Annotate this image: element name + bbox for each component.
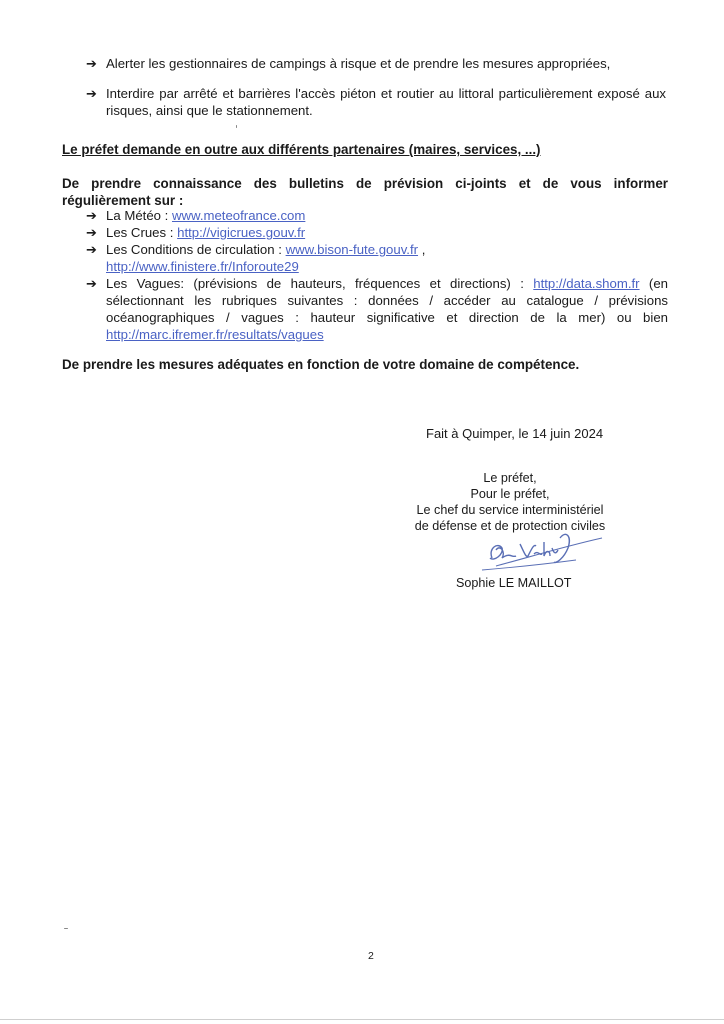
arrow-icon: ➔	[86, 86, 97, 101]
crues-label: Les Crues :	[106, 225, 178, 240]
list-item-vagues	[86, 275, 668, 343]
signature-line: Le chef du service interministériel	[416, 503, 604, 517]
inforoute-link[interactable]: http://www.finistere.fr/Inforoute29	[106, 259, 299, 274]
action-text: Alerter les gestionnaires de campings à risque et de prendre les mesures appropriées,	[106, 56, 611, 71]
arrow-icon: ➔	[86, 242, 97, 257]
action-text: Interdire par arrêté et barrières l'accès piéton et routier au littoral particulièrement exposé aux risques, ainsi que le stationnement.	[106, 86, 666, 118]
circulation-label: Les Conditions de circulation :	[106, 242, 286, 257]
signature-line: de défense et de protection civiles	[414, 519, 606, 533]
partners-heading: Le préfet demande en outre aux différents partenaires (maires, services, ...)	[62, 142, 541, 157]
ifremer-link[interactable]: http://marc.ifremer.fr/resultats/vagues	[106, 327, 324, 342]
sources-list	[86, 207, 668, 343]
scan-speck	[64, 928, 68, 929]
crues-link[interactable]: http://vigicrues.gouv.fr	[177, 225, 306, 240]
meteo-link[interactable]: www.meteofrance.com	[171, 208, 306, 223]
shom-link[interactable]: http://data.shom.fr	[533, 276, 640, 291]
action-item-access-ban	[86, 85, 666, 119]
list-item-meteo	[86, 207, 668, 224]
list-item-crues	[86, 224, 668, 241]
arrow-icon: ➔	[86, 225, 97, 240]
signature-block	[380, 470, 640, 534]
circulation-separator: ,	[418, 242, 426, 257]
handwritten-signature	[476, 528, 606, 578]
scan-speck	[236, 125, 237, 128]
signer-name: Sophie LE MAILLOT	[456, 576, 572, 590]
signature-line: Pour le préfet,	[470, 487, 550, 501]
signature-line: Le préfet,	[483, 471, 537, 485]
meteo-label: La Météo :	[106, 208, 172, 223]
action-item-campings	[86, 55, 666, 72]
list-item-circulation	[86, 241, 668, 275]
arrow-icon: ➔	[86, 56, 97, 71]
arrow-icon: ➔	[86, 208, 97, 223]
bison-fute-link[interactable]: www.bison-fute.gouv.fr	[285, 242, 419, 257]
page-number: 2	[368, 950, 374, 962]
scan-edge-line	[0, 1019, 724, 1020]
measures-paragraph: De prendre les mesures adéquates en fonction de votre domaine de compétence.	[62, 357, 580, 372]
vagues-label: Les Vagues: (prévisions de hauteurs, fréquences et directions) :	[106, 276, 534, 291]
vagues-text: (en sélectionnant les rubriques suivantes : données / accéder au catalogue / prévisions océanographiques / vagues : hauteur significative et direction de la mer) ou bien	[106, 276, 668, 325]
intro-paragraph: De prendre connaissance des bulletins de prévision ci-joints et de vous informer régulièrement sur :	[62, 176, 668, 208]
arrow-icon: ➔	[86, 276, 97, 291]
place-date: Fait à Quimper, le 14 juin 2024	[426, 426, 604, 441]
